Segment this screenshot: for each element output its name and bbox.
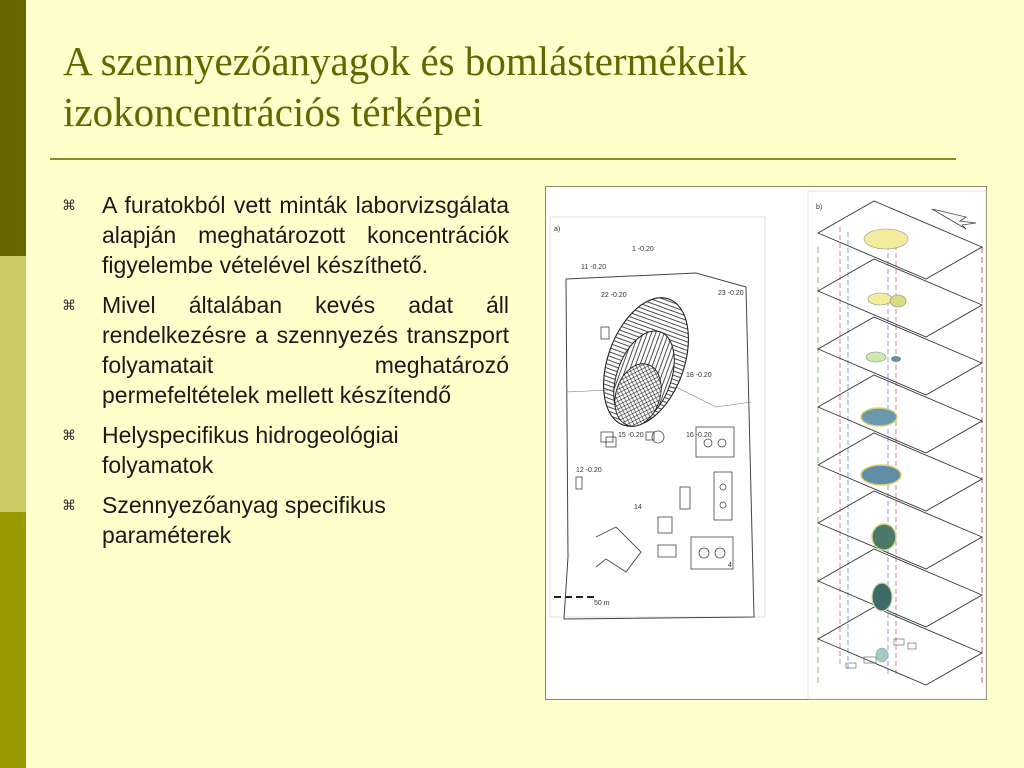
panel-a-label: a) (554, 226, 561, 233)
scale-label: 50 m (594, 600, 610, 607)
bullet-item (62, 290, 509, 410)
slide-title-line-2: izokoncentrációs térképei (63, 89, 484, 136)
command-icon: ⌘ (62, 497, 76, 513)
slide-title (63, 36, 963, 139)
well-label: 16 -0.20 (686, 432, 712, 439)
well-label: 11 -0.20 (581, 264, 607, 271)
bullet-text: Helyspecifikus hidrogeológiai folyamatok (102, 422, 399, 478)
well-label: 15 -0.20 (618, 432, 644, 439)
sidebar-segment-bottom (0, 512, 26, 768)
isoconcentration-figure (545, 186, 987, 700)
command-icon: ⌘ (62, 427, 76, 443)
panel-b-label: b) (816, 204, 823, 211)
bullet-item (62, 420, 509, 480)
sidebar-segment-middle (0, 256, 26, 512)
well-label: 14 (634, 504, 642, 511)
isoconcentration-maps-image (546, 187, 988, 701)
well-label: 18 -0.20 (686, 372, 712, 379)
bullet-list (62, 190, 509, 560)
well-label: 12 -0.20 (576, 467, 602, 474)
title-underline (50, 158, 956, 160)
bullet-text: A furatokból vett minták laborvizsgálata alapján meghatározott koncentrációk figyelembe vételével készíthető. (102, 192, 509, 278)
bullet-item (62, 190, 509, 280)
well-label: 1 -0.20 (632, 246, 654, 253)
north-arrow-icon (932, 209, 976, 229)
panel-b-layers (808, 191, 986, 699)
well-label: 23 -0.20 (718, 290, 744, 297)
bullet-item (62, 490, 509, 550)
scale-bar (554, 597, 610, 607)
slide-title-line-1: A szennyezőanyagok és bomlástermékeik (63, 38, 748, 84)
bullet-text: Mivel általában kevés adat áll rendelkezésre a szennyezés transzport folyamatait meghatározó permefeltételek mellett készítendő (102, 292, 509, 408)
sidebar-segment-top (0, 0, 26, 256)
command-icon: ⌘ (62, 297, 76, 313)
well-label: 22 -0.20 (601, 292, 627, 299)
command-icon: ⌘ (62, 197, 76, 213)
bullet-text: Szennyezőanyag specifikus paraméterek (102, 492, 386, 548)
panel-a-map (550, 217, 765, 619)
well-label: 4 (728, 562, 732, 569)
